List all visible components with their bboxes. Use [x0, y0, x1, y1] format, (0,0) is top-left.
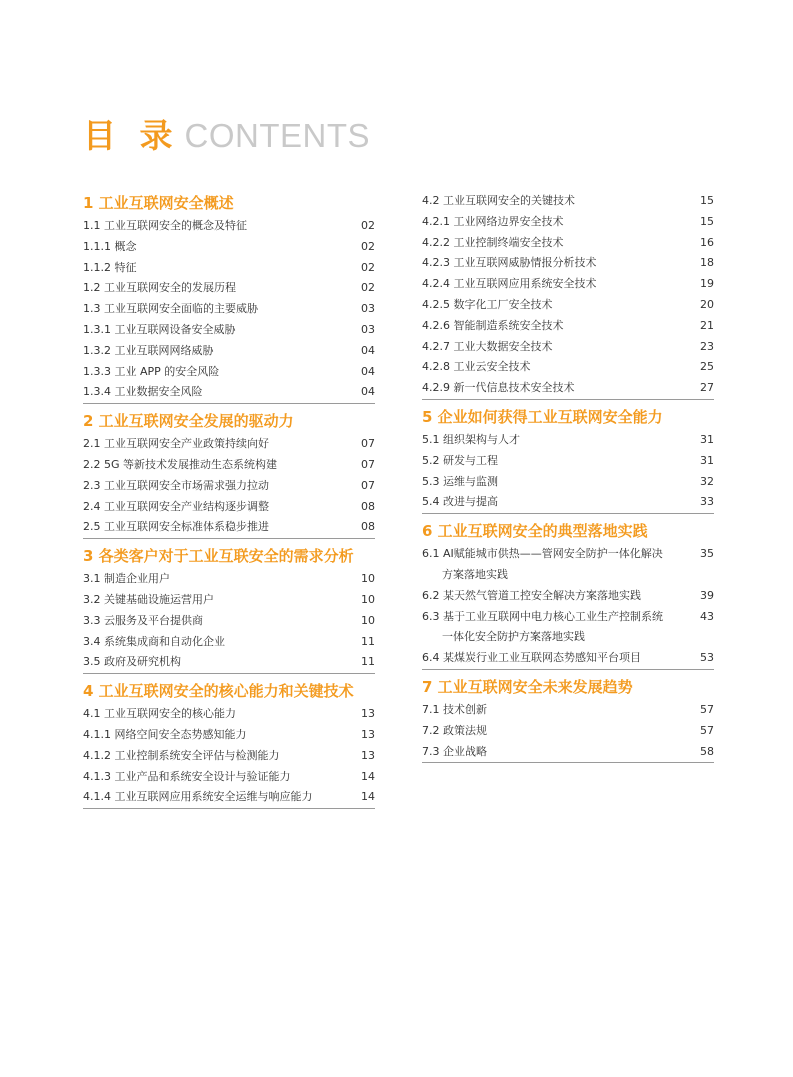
entry-text	[422, 212, 564, 233]
toc-entry[interactable]	[422, 742, 714, 763]
entry-text	[422, 316, 564, 337]
toc-entry[interactable]	[83, 476, 375, 497]
entry-page-number: 07	[361, 478, 375, 492]
section-title[interactable]: 5 企业如何获得工业互联网安全能力	[422, 407, 663, 426]
entry-text	[422, 700, 487, 721]
toc-entry[interactable]	[422, 472, 714, 493]
title-chinese: 目 录	[83, 116, 179, 155]
entry-title: 4.1.2 工业控制系统安全评估与检测能力	[83, 748, 280, 762]
toc-section	[422, 519, 714, 670]
entry-page-number: 13	[361, 707, 375, 721]
entry-title: 4.2 工业互联网安全的关键技术	[422, 194, 575, 207]
entry-text	[83, 299, 258, 320]
toc-entry[interactable]	[83, 258, 375, 279]
entry-text	[422, 274, 596, 295]
toc-entry[interactable]	[83, 725, 375, 746]
toc-entry[interactable]	[83, 497, 375, 518]
entry-text	[83, 362, 219, 383]
entry-page-number: 57	[700, 702, 714, 716]
entry-page-number: 31	[700, 453, 714, 467]
entry-text	[83, 725, 247, 746]
entry-text	[422, 492, 498, 513]
entry-text	[83, 569, 170, 590]
entry-page-number: 15	[700, 194, 714, 207]
entry-page-number: 43	[700, 609, 714, 623]
entry-text	[422, 544, 663, 586]
entry-page-number: 13	[361, 727, 375, 741]
entry-page-number: 02	[361, 219, 375, 232]
entry-title: 1.3.2 工业互联网网络威胁	[83, 343, 214, 357]
entry-title: 4.1.4 工业互联网应用系统安全运维与响应能力	[83, 790, 313, 804]
entry-page-number: 58	[700, 744, 714, 758]
entry-text	[83, 704, 236, 725]
entry-list	[83, 434, 375, 539]
toc-section	[83, 679, 375, 809]
entry-page-number: 07	[361, 437, 375, 451]
toc-right-column	[422, 191, 714, 768]
entry-page-number: 18	[700, 256, 714, 270]
section-title[interactable]: 2 工业互联网安全发展的驱动力	[83, 412, 294, 431]
entry-page-number: 04	[361, 385, 375, 399]
entry-page-number: 13	[361, 748, 375, 762]
section-title[interactable]: 7 工业互联网安全未来发展趋势	[422, 677, 633, 696]
toc-entry[interactable]	[422, 191, 714, 212]
section-title[interactable]: 6 工业互联网安全的典型落地实践	[422, 522, 648, 541]
entry-page-number: 14	[361, 769, 375, 783]
toc-entry[interactable]	[422, 316, 714, 337]
toc-entry[interactable]	[83, 632, 375, 653]
toc-entry[interactable]	[83, 569, 375, 590]
toc-entry[interactable]	[83, 362, 375, 383]
entry-text	[422, 253, 596, 274]
entry-page-number: 10	[361, 572, 375, 586]
entry-page-number: 35	[700, 547, 714, 561]
entry-text	[422, 742, 487, 763]
entry-title: 2.3 工业互联网安全市场需求强力拉动	[83, 478, 269, 492]
entry-text	[83, 216, 247, 237]
entry-page-number: 33	[700, 495, 714, 509]
toc-section	[422, 675, 714, 763]
entry-title: 4.2.8 工业云安全技术	[422, 360, 531, 374]
toc-entry[interactable]	[422, 586, 714, 607]
toc-entry[interactable]	[83, 299, 375, 320]
entry-list	[83, 704, 375, 809]
entry-title: 1.1 工业互联网安全的概念及特征	[83, 219, 247, 232]
toc-entry[interactable]	[422, 337, 714, 358]
entry-page-number: 11	[361, 655, 375, 669]
entry-page-number: 11	[361, 634, 375, 648]
toc-entry[interactable]	[83, 455, 375, 476]
section-title[interactable]: 1 工业互联网安全概述	[83, 194, 234, 212]
entry-page-number: 39	[700, 588, 714, 602]
entry-title: 1.3 工业互联网安全面临的主要威胁	[83, 302, 258, 316]
entry-text	[422, 586, 641, 607]
entry-title: 4.1.1 网络空间安全态势感知能力	[83, 727, 247, 741]
toc-entry[interactable]	[83, 216, 375, 237]
entry-text	[83, 632, 225, 653]
toc-entry[interactable]	[83, 704, 375, 725]
toc-section	[422, 191, 714, 400]
entry-title: 1.3.3 工业 APP 的安全风险	[83, 364, 220, 378]
toc-entry[interactable]	[422, 378, 714, 399]
entry-title: 1.1.1 概念	[83, 239, 137, 253]
entry-page-number: 02	[361, 260, 375, 274]
entry-text	[83, 237, 137, 258]
entry-list	[422, 430, 714, 514]
entry-text	[83, 746, 279, 767]
entry-text	[422, 648, 641, 669]
entry-text	[83, 611, 203, 632]
entry-list	[422, 191, 714, 400]
entry-text	[83, 767, 290, 788]
toc-entry[interactable]	[422, 721, 714, 742]
toc-entry[interactable]	[83, 590, 375, 611]
entry-title: 3.2 关键基础设施运营用户	[83, 592, 214, 606]
entry-page-number: 20	[700, 297, 714, 311]
section-title[interactable]: 4 工业互联网安全的核心能力和关键技术	[83, 682, 354, 701]
entry-text	[83, 787, 312, 808]
toc-section	[83, 544, 375, 674]
toc-section	[83, 191, 375, 404]
entry-text	[422, 337, 553, 358]
entry-page-number: 08	[361, 499, 375, 513]
entry-page-number: 07	[361, 457, 375, 471]
entry-text	[422, 430, 520, 451]
entry-text	[83, 382, 203, 403]
entry-text	[83, 320, 236, 341]
toc-entry[interactable]	[83, 341, 375, 362]
entry-list	[83, 569, 375, 674]
entry-page-number: 04	[361, 343, 375, 357]
entry-title: 7.1 技术创新	[422, 702, 487, 716]
entry-text	[83, 278, 236, 299]
entry-title: 4.2.7 工业大数据安全技术	[422, 339, 553, 353]
entry-page-number: 15	[700, 214, 714, 228]
entry-page-number: 57	[700, 723, 714, 737]
toc-entry[interactable]	[422, 274, 714, 295]
toc-entry[interactable]	[83, 382, 375, 403]
toc-title	[83, 112, 370, 156]
entry-page-number: 03	[361, 322, 375, 336]
entry-text	[422, 233, 564, 254]
entry-title: 4.2.4 工业互联网应用系统安全技术	[422, 277, 597, 291]
entry-title: 5.3 运维与监测	[422, 474, 498, 488]
title-english: CONTENTS	[184, 117, 370, 154]
entry-page-number: 08	[361, 520, 375, 534]
entry-text	[83, 590, 214, 611]
toc-entry[interactable]	[422, 451, 714, 472]
toc-entry[interactable]	[83, 652, 375, 673]
entry-title: 4.1 工业互联网安全的核心能力	[83, 707, 236, 721]
entry-page-number: 25	[700, 360, 714, 374]
toc-entry[interactable]	[422, 233, 714, 254]
entry-title: 5.2 研发与工程	[422, 453, 498, 467]
entry-text	[83, 341, 214, 362]
entry-page-number: 10	[361, 592, 375, 606]
entry-text	[422, 472, 498, 493]
entry-title: 4.1.3 工业产品和系统安全设计与验证能力	[83, 769, 291, 783]
entry-title: 4.2.2 工业控制终端安全技术	[422, 235, 564, 249]
toc-entry[interactable]	[83, 746, 375, 767]
entry-title: 6.1 AI赋能城市供热——管网安全防护一体化解决	[422, 547, 663, 561]
toc-entry[interactable]	[83, 278, 375, 299]
entry-text	[83, 517, 269, 538]
entry-title: 4.2.3 工业互联网威胁情报分析技术	[422, 256, 597, 270]
entry-list	[83, 216, 375, 404]
entry-text	[83, 497, 269, 518]
toc-entry[interactable]	[83, 517, 375, 538]
entry-page-number: 03	[361, 302, 375, 316]
entry-title: 1.3.4 工业数据安全风险	[83, 385, 203, 399]
entry-title: 7.2 政策法规	[422, 723, 487, 737]
entry-title: 4.2.5 数字化工厂安全技术	[422, 297, 553, 311]
entry-list	[422, 544, 714, 670]
toc-entry[interactable]	[83, 787, 375, 808]
entry-page-number: 31	[700, 432, 714, 446]
entry-page-number: 32	[700, 474, 714, 488]
entry-text	[83, 258, 137, 279]
entry-page-number: 53	[700, 651, 714, 665]
entry-page-number: 23	[700, 339, 714, 353]
toc-entry[interactable]	[422, 253, 714, 274]
entry-title: 4.2.1 工业网络边界安全技术	[422, 214, 564, 228]
entry-page-number: 21	[700, 318, 714, 332]
entry-title: 1.1.2 特征	[83, 260, 137, 274]
toc-entry[interactable]	[83, 237, 375, 258]
entry-list	[422, 700, 714, 763]
entry-title: 2.4 工业互联网安全产业结构逐步调整	[83, 499, 269, 513]
toc-entry[interactable]	[422, 430, 714, 451]
entry-page-number: 02	[361, 281, 375, 295]
toc-section	[83, 409, 375, 539]
section-title[interactable]: 3 各类客户对于工业互联安全的需求分析	[83, 547, 354, 566]
entry-title: 3.3 云服务及平台提供商	[83, 613, 203, 627]
entry-text	[83, 455, 277, 476]
entry-text	[422, 191, 575, 212]
entry-page-number: 27	[700, 381, 714, 395]
entry-text	[422, 295, 553, 316]
entry-title: 4.2.9 新一代信息技术安全技术	[422, 381, 575, 395]
toc-entry[interactable]	[422, 357, 714, 378]
entry-text	[422, 721, 487, 742]
entry-title: 2.5 工业互联网安全标准体系稳步推进	[83, 520, 269, 534]
entry-page-number: 16	[700, 235, 714, 249]
toc-entry[interactable]	[422, 607, 714, 649]
entry-text	[83, 434, 269, 455]
toc-entry[interactable]	[422, 700, 714, 721]
entry-text	[422, 451, 498, 472]
toc-entry[interactable]	[422, 648, 714, 669]
entry-text	[422, 357, 531, 378]
entry-text	[422, 378, 575, 399]
entry-title: 7.3 企业战略	[422, 744, 487, 758]
toc-entry[interactable]	[83, 320, 375, 341]
toc-entry[interactable]	[422, 212, 714, 233]
entry-title: 6.4 某煤炭行业工业互联网态势感知平台项目	[422, 651, 641, 665]
entry-page-number: 02	[361, 239, 375, 253]
entry-title: 5.1 组织架构与人才	[422, 432, 520, 446]
entry-title: 2.2 5G 等新技术发展推动生态系统构建	[83, 457, 278, 471]
toc-left-column	[83, 191, 375, 814]
entry-page-number: 14	[361, 790, 375, 804]
entry-title-continuation: 方案落地实践	[442, 567, 508, 581]
entry-title-continuation: 一体化安全防护方案落地实践	[442, 630, 585, 644]
entry-title: 6.3 基于工业互联网中电力核心工业生产控制系统	[422, 609, 663, 623]
entry-title: 2.1 工业互联网安全产业政策持续向好	[83, 437, 269, 451]
entry-text	[83, 652, 181, 673]
toc-entry[interactable]	[83, 434, 375, 455]
toc-section	[422, 405, 714, 514]
entry-title: 1.2 工业互联网安全的发展历程	[83, 281, 236, 295]
toc-entry[interactable]	[83, 767, 375, 788]
toc-entry[interactable]	[83, 611, 375, 632]
toc-entry[interactable]	[422, 492, 714, 513]
toc-entry[interactable]	[422, 544, 714, 586]
entry-page-number: 04	[361, 364, 375, 378]
entry-title: 5.4 改进与提高	[422, 495, 498, 509]
entry-title: 3.4 系统集成商和自动化企业	[83, 634, 225, 648]
entry-title: 1.3.1 工业互联网设备安全威胁	[83, 322, 236, 336]
entry-title: 6.2 某天然气管道工控安全解决方案落地实践	[422, 588, 641, 602]
entry-text	[422, 607, 663, 649]
entry-title: 3.5 政府及研究机构	[83, 655, 181, 669]
entry-page-number: 10	[361, 613, 375, 627]
entry-title: 3.1 制造企业用户	[83, 572, 170, 586]
entry-title: 4.2.6 智能制造系统安全技术	[422, 318, 564, 332]
entry-page-number: 19	[700, 277, 714, 291]
toc-entry[interactable]	[422, 295, 714, 316]
entry-text	[83, 476, 269, 497]
